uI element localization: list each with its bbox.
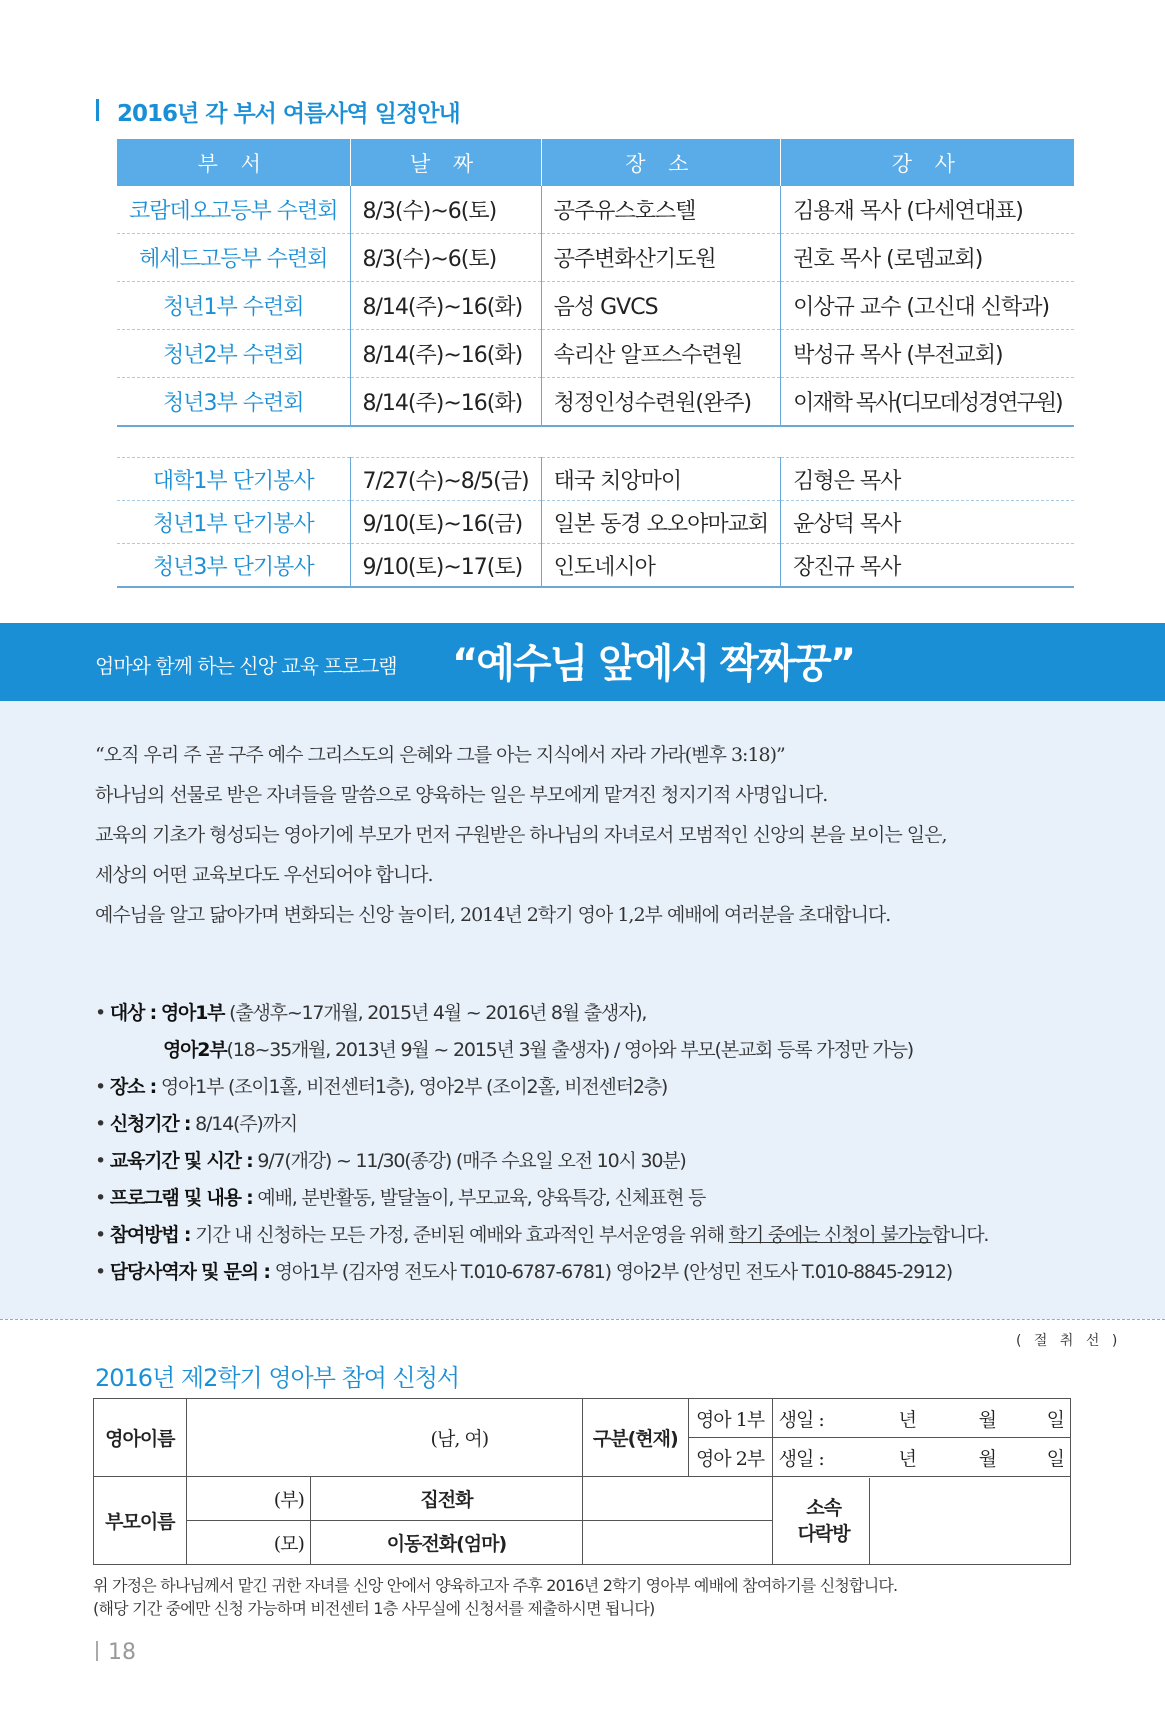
speaker-cell: 윤상덕 목사 [781, 501, 1074, 544]
detail-target-2: 영아2부(18~35개월, 2013년 9월 ~ 2015년 3월 출생자) / 영아와 부모(본교회 등록 가정만 가능) [163, 1039, 914, 1061]
table-row [117, 501, 1074, 544]
intro-line: “오직 우리 주 곧 구주 예수 그리스도의 은혜와 그를 아는 지식에서 자라 가라(벧후 3:18)” [95, 744, 785, 766]
detail-method: • 참여방법 : 기간 내 신청하는 모든 가정, 준비된 예배와 효과적인 부서운영을 위해 학기 중에는 신청이 불가능합니다. [95, 1224, 989, 1246]
place-cell: 공주유스호스텔 [541, 186, 781, 234]
schedule-title: 2016년 각 부서 여름사역 일정안내 [117, 101, 460, 127]
intro-line: 하나님의 선물로 받은 자녀들을 말씀으로 양육하는 일은 부모에게 맡겨진 청지기적 사명입니다. [95, 784, 828, 806]
header-date: 날 짜 [350, 139, 541, 186]
page-number-bar [96, 1641, 98, 1661]
mother-field[interactable]: (모) [186, 1521, 310, 1565]
date-cell: 9/10(토)~16(금) [350, 501, 541, 544]
group-field[interactable] [870, 1478, 1064, 1564]
form-title: 2016년 제2학기 영아부 참여 신청서 [95, 1364, 460, 1392]
dept-cell: 대학1부 단기봉사 [117, 458, 350, 501]
intro-line: 예수님을 알고 닮아가며 변화되는 신앙 놀이터, 2014년 2학기 영아 1,2부 예배에 여러분을 초대합니다. [95, 904, 891, 926]
dept-cell: 청년2부 수련회 [117, 330, 350, 378]
date-cell: 7/27(수)~8/5(금) [350, 458, 541, 501]
dept-cell: 청년1부 수련회 [117, 282, 350, 330]
place-cell: 일본 동경 오오야마교회 [541, 501, 781, 544]
group-label [779, 1478, 870, 1564]
cut-label: ( 절 취 선 ) [1016, 1333, 1122, 1349]
schedule-header-row [117, 139, 1074, 186]
home-phone-label: 집전화 [310, 1477, 582, 1521]
detail-program: • 프로그램 및 내용 : 예배, 분반활동, 발달놀이, 부모교육, 양육특강, 신체표현 등 [95, 1187, 706, 1209]
child-name-field[interactable] [186, 1399, 582, 1477]
division-1[interactable]: 영아 1부 [688, 1399, 772, 1438]
table-row [117, 234, 1074, 282]
father-field[interactable]: (부) [186, 1477, 310, 1521]
speaker-cell: 장진규 목사 [781, 544, 1074, 588]
table-row [117, 282, 1074, 330]
speaker-cell: 이재학 목사(디모데성경연구원) [781, 378, 1074, 427]
place-cell: 태국 치앙마이 [541, 458, 781, 501]
place-cell: 음성 GVCS [541, 282, 781, 330]
place-cell: 청정인성수련원(완주) [541, 378, 781, 427]
gender-choice: (남, 여) [430, 1428, 489, 1450]
detail-apply-period: • 신청기간 : 8/14(주)까지 [95, 1113, 297, 1135]
dept-cell: 청년3부 단기봉사 [117, 544, 350, 588]
banner-subtitle: 엄마와 함께 하는 신앙 교육 프로그램 [95, 654, 397, 678]
table-gap-row [117, 426, 1074, 458]
division-2[interactable]: 영아 2부 [688, 1438, 772, 1477]
form-note-line: (해당 기간 중에만 신청 가능하며 비전센터 1층 사무실에 신청서를 제출하시면 됩니다) [93, 1599, 655, 1618]
detail-contact: • 담당사역자 및 문의 : 영아1부 (김자영 전도사 T.010-6787-6781) 영아2부 (안성민 전도사 T.010-8845-2912) [95, 1261, 953, 1283]
dept-cell: 청년3부 수련회 [117, 378, 350, 427]
dept-cell: 코람데오고등부 수련회 [117, 186, 350, 234]
speaker-cell: 김용재 목사 (다세연대표) [781, 186, 1074, 234]
header-speaker: 강 사 [781, 139, 1074, 186]
date-cell: 9/10(토)~17(토) [350, 544, 541, 588]
birth-field-2[interactable]: 생일 : 년 월 일 [772, 1438, 1070, 1477]
date-cell: 8/14(주)~16(화) [350, 378, 541, 427]
page-number: 18 [96, 1640, 136, 1665]
program-details [95, 995, 1115, 1291]
place-cell: 속리산 알프스수련원 [541, 330, 781, 378]
speaker-cell: 김형은 목사 [781, 458, 1074, 501]
speaker-cell: 박성규 목사 (부전교회) [781, 330, 1074, 378]
intro-text [95, 735, 1095, 935]
table-row [117, 458, 1074, 501]
place-cell: 공주변화산기도원 [541, 234, 781, 282]
program-banner [0, 623, 1165, 701]
place-cell: 인도네시아 [541, 544, 781, 588]
child-name-label: 영아이름 [94, 1399, 187, 1477]
form-note-line: 위 가정은 하나님께서 맡긴 귀한 자녀를 신앙 안에서 양육하고자 주후 2016년 2학기 영아부 예배에 참여하기를 신청합니다. [93, 1576, 898, 1595]
banner-title: “예수님 앞에서 짝짜꿍” [452, 641, 855, 687]
table-row [117, 330, 1074, 378]
application-form [93, 1398, 1071, 1565]
form-row [94, 1399, 1071, 1438]
dept-cell: 헤세드고등부 수련회 [117, 234, 350, 282]
detail-edu-period: • 교육기간 및 시간 : 9/7(개강) ~ 11/30(종강) (매주 수요일 오전 10시 30분) [95, 1150, 686, 1172]
date-cell: 8/14(주)~16(화) [350, 330, 541, 378]
table-row [117, 544, 1074, 588]
group-label-line1: 소속 [806, 1496, 841, 1519]
date-cell: 8/14(주)~16(화) [350, 282, 541, 330]
intro-line: 세상의 어떤 교육보다도 우선되어야 합니다. [95, 864, 433, 886]
speaker-cell: 권호 목사 (로뎀교회) [781, 234, 1074, 282]
mobile-label: 이동전화(엄마) [310, 1521, 582, 1565]
table-row [117, 186, 1074, 234]
home-phone-field[interactable] [583, 1477, 773, 1521]
date-cell: 8/3(수)~6(토) [350, 186, 541, 234]
form-note [93, 1574, 897, 1620]
table-row [117, 378, 1074, 427]
cut-line [0, 1319, 1165, 1320]
intro-line: 교육의 기초가 형성되는 영아기에 부모가 먼저 구원받은 하나님의 자녀로서 모범적인 신앙의 본을 보이는 일은, [95, 824, 947, 846]
dept-cell: 청년1부 단기봉사 [117, 501, 350, 544]
group-cell [772, 1477, 1070, 1565]
detail-place: • 장소 : 영아1부 (조이1홀, 비전센터1층), 영아2부 (조이2홀, 비전센터2층) [95, 1076, 668, 1098]
parent-name-label: 부모이름 [94, 1477, 187, 1565]
speaker-cell: 이상규 교수 (고신대 신학과) [781, 282, 1074, 330]
division-label: 구분(현재) [583, 1399, 689, 1477]
mobile-field[interactable] [583, 1521, 773, 1565]
detail-target: • 대상 : 영아1부 (출생후~17개월, 2015년 4월 ~ 2016년 8월 출생자), [95, 1002, 647, 1024]
header-place: 장 소 [541, 139, 781, 186]
schedule-table [117, 139, 1074, 588]
header-dept: 부 서 [117, 139, 350, 186]
date-cell: 8/3(수)~6(토) [350, 234, 541, 282]
birth-field-1[interactable]: 생일 : 년 월 일 [772, 1399, 1070, 1438]
form-row [94, 1477, 1071, 1521]
group-label-line2: 다락방 [797, 1522, 850, 1545]
